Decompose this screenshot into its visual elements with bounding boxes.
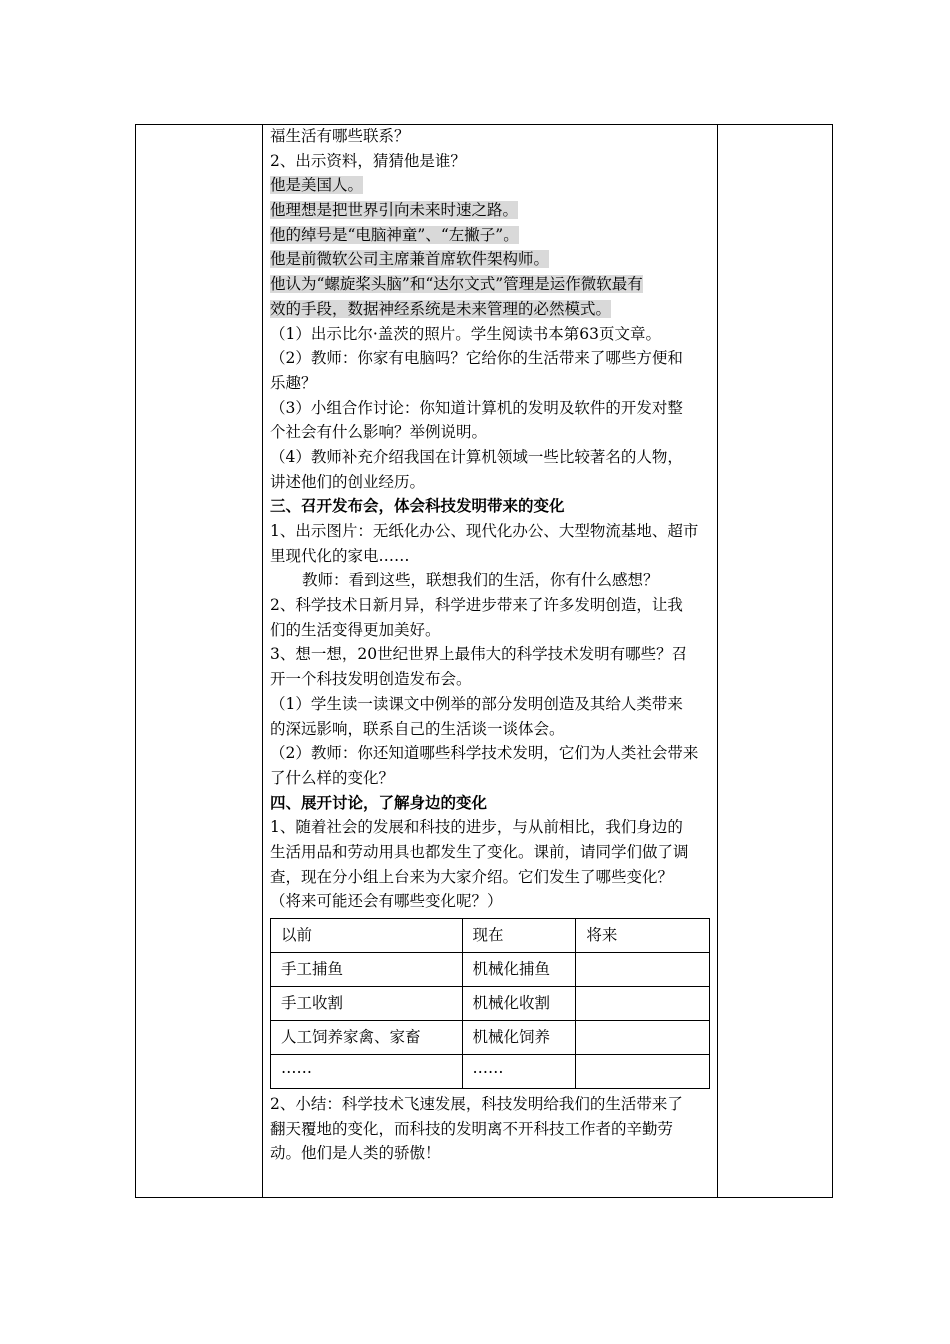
text-line [270, 322, 710, 347]
table-cell [576, 987, 710, 1021]
table-row [271, 1021, 710, 1055]
line-text: （2）教师：你家有电脑吗？它给你的生活带来了哪些方便和 [270, 349, 683, 368]
line-text: 个社会有什么影响？举例说明。 [270, 423, 488, 442]
line-text: （将来可能还会有哪些变化呢？） [270, 892, 503, 911]
line-text: 1、出示图片：无纸化办公、现代化办公、大型物流基地、超市 [270, 522, 699, 540]
line-text: 他认为“螺旋桨头脑”和“达尔文式”管理是运作微软最有 [270, 275, 643, 294]
text-line [270, 346, 710, 371]
text-line [270, 396, 710, 421]
line-text: 他是美国人。 [270, 176, 364, 195]
text-line [270, 124, 710, 149]
text-line: 2、小结：科学技术飞速发展，科技发明给我们的生活带来了 [270, 1095, 683, 1113]
table-cell: 机械化捕鱼 [462, 953, 576, 987]
text-line [270, 247, 710, 272]
line-text: 四、展开讨论，了解身边的变化 [270, 792, 488, 812]
text-line [270, 519, 710, 544]
line-text: 们的生活变得更加美好。 [270, 620, 441, 639]
line-text: （1）出示比尔·盖茨的照片。学生阅读书本第63页文章。 [270, 324, 662, 343]
text-line [270, 470, 710, 495]
table-cell: 现在 [462, 919, 576, 953]
line-text: （4）教师补充介绍我国在计算机领域一些比较著名的人物， [270, 447, 683, 466]
text-line [270, 272, 710, 297]
text-line [270, 741, 710, 766]
line-text: 2、科学技术日新月异，科学进步带来了许多发明创造，让我 [270, 596, 683, 615]
table-cell: 机械化收割 [462, 987, 576, 1021]
table-cell: 将来 [576, 919, 710, 953]
text-line [270, 840, 710, 865]
line-text: 了什么样的变化？ [270, 768, 395, 787]
line-text: 1、随着社会的发展和科技的进步，与从前相比，我们身边的 [270, 818, 683, 837]
text-line [270, 198, 710, 223]
column-divider-1 [262, 124, 263, 1198]
section-heading [270, 494, 710, 519]
line-text: 乐趣？ [270, 373, 317, 392]
text-line [270, 149, 710, 174]
column-divider-2 [717, 124, 718, 1198]
table-header-row [271, 919, 710, 953]
line-text: 讲述他们的创业经历。 [270, 472, 426, 491]
text-line [270, 223, 710, 248]
text-line: 动。他们是人类的骄傲！ [270, 1144, 441, 1163]
line-text: 的深远影响，联系自己的生活谈一谈体会。 [270, 719, 565, 738]
table-cell: 人工饲养家禽、家畜 [271, 1021, 463, 1055]
line-text: 2、出示资料，猜猜他是谁？ [270, 151, 466, 170]
text-line [270, 544, 710, 569]
text-line [270, 420, 710, 445]
text-line [270, 692, 710, 717]
line-text: 三、召开发布会，体会科技发明带来的变化 [270, 496, 565, 516]
line-text: 他理想是把世界引向未来时速之路。 [270, 201, 519, 220]
summary-block [270, 1092, 710, 1166]
section-heading [270, 791, 710, 816]
line-text: 他是前微软公司主席兼首席软件架构师。 [270, 250, 550, 269]
table-row [271, 953, 710, 987]
table-cell: …… [271, 1055, 463, 1089]
table-cell [576, 1021, 710, 1055]
line-text: （2）教师：你还知道哪些科学技术发明，它们为人类社会带来 [270, 744, 699, 763]
line-text: 查，现在分小组上台来为大家介绍。它们发生了哪些变化？ [270, 867, 674, 886]
text-line [270, 618, 710, 643]
text-line: 翻天覆地的变化，而科技的发明离不开科技工作者的辛勤劳 [270, 1119, 674, 1138]
text-line [270, 815, 710, 840]
line-text: 教师：看到这些，联想我们的生活，你有什么感想？ [302, 571, 659, 590]
line-text: 生活用品和劳动用具也都发生了变化。课前，请同学们做了调 [270, 842, 689, 861]
text-line [270, 766, 710, 791]
line-text: 效的手段，数据神经系统是未来管理的必然模式。 [270, 299, 612, 318]
table-row [271, 1055, 710, 1089]
line-text: 开一个科技发明创造发布会。 [270, 670, 472, 689]
paragraph-block [270, 124, 710, 914]
table-row [271, 987, 710, 1021]
line-text: （3）小组合作讨论：你知道计算机的发明及软件的开发对整 [270, 398, 683, 417]
comparison-table [270, 918, 710, 1089]
line-text: 福生活有哪些联系？ [270, 127, 410, 145]
text-line [270, 889, 710, 914]
text-line [270, 297, 710, 322]
text-line [270, 865, 710, 890]
table-cell [576, 953, 710, 987]
lesson-content [270, 124, 710, 1166]
line-text: （1）学生读一读课文中例举的部分发明创造及其给人类带来 [270, 694, 683, 713]
table-cell: 机械化饲养 [462, 1021, 576, 1055]
table-cell: 手工收割 [271, 987, 463, 1021]
text-line [270, 642, 710, 667]
text-line [270, 667, 710, 692]
line-text: 3、想一想，20世纪世界上最伟大的科学技术发明有哪些？召 [270, 645, 688, 664]
table-cell: …… [462, 1055, 576, 1089]
line-text: 他的绰号是“电脑神童”、“左撇子”。 [270, 225, 519, 244]
text-line [270, 445, 710, 470]
table-cell: 手工捕鱼 [271, 953, 463, 987]
text-line [270, 173, 710, 198]
text-line [270, 717, 710, 742]
text-line [270, 568, 710, 593]
text-line [270, 593, 710, 618]
table-cell [576, 1055, 710, 1089]
table-cell: 以前 [271, 919, 463, 953]
text-line [270, 371, 710, 396]
line-text: 里现代化的家电…… [270, 546, 410, 565]
